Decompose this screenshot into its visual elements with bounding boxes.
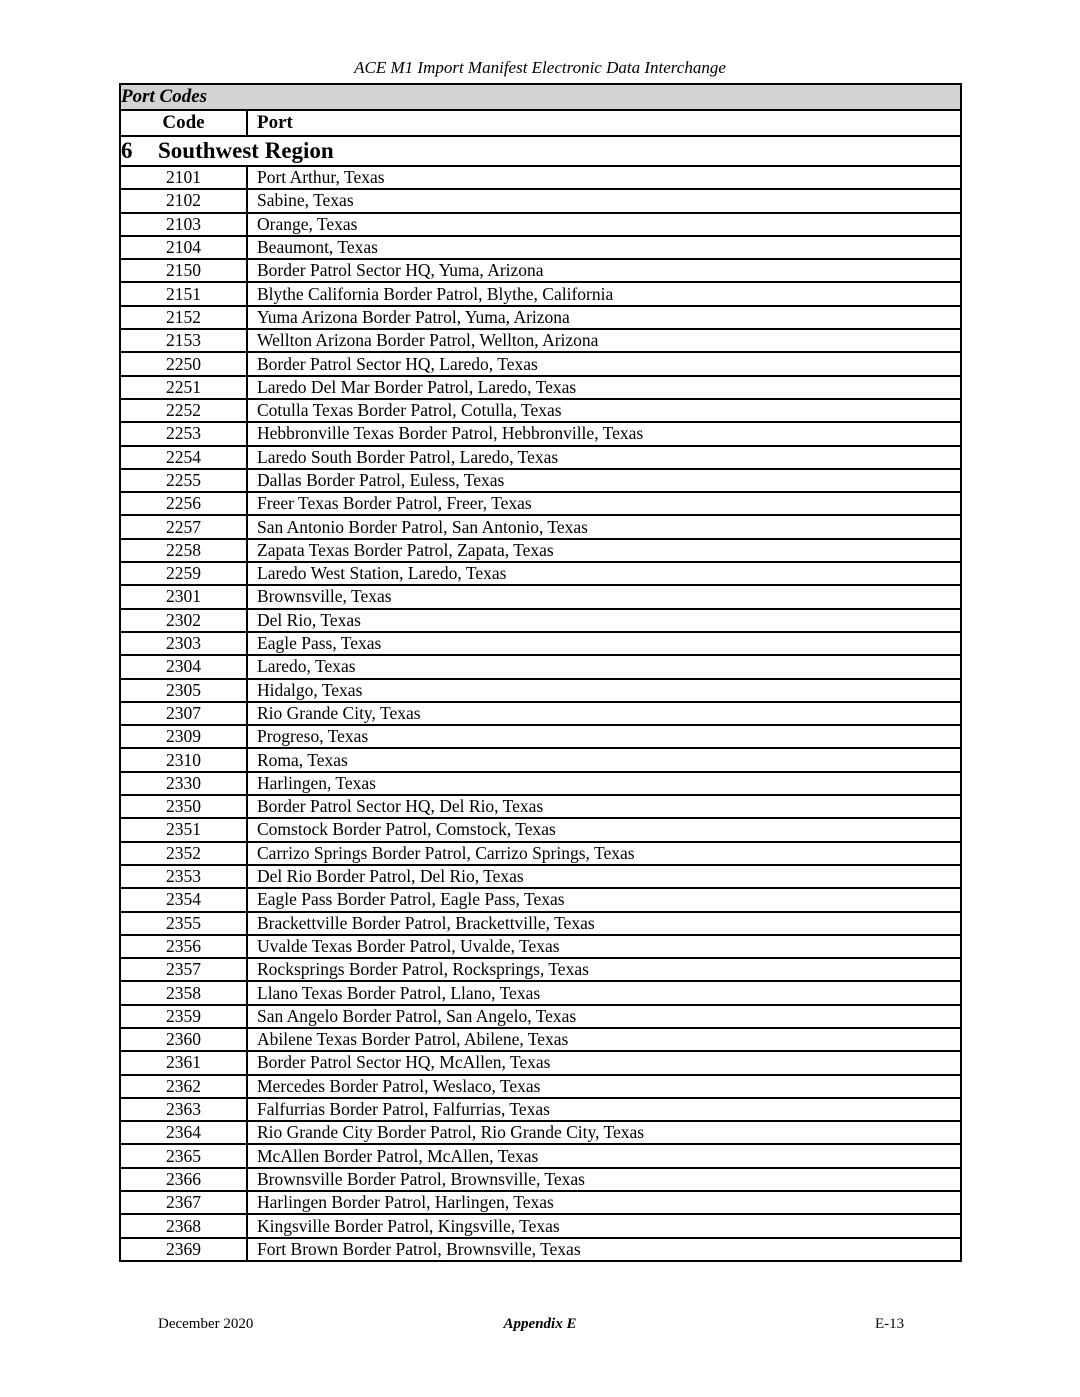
table-row [120,515,961,538]
port-code-cell: 2305 [120,679,247,702]
footer-appendix: Appendix E [503,1316,577,1332]
table-row [120,376,961,399]
port-code-cell: 2353 [120,865,247,888]
port-code-cell: 2153 [120,329,247,352]
table-row [120,1168,961,1191]
region-heading [120,136,961,166]
table-row [120,306,961,329]
port-name-cell: Abilene Texas Border Patrol, Abilene, Texas [247,1028,961,1051]
region-row [120,136,961,166]
port-code-cell: 2301 [120,585,247,608]
port-name-cell: Fort Brown Border Patrol, Brownsville, Texas [247,1238,961,1261]
port-name-cell: Rocksprings Border Patrol, Rocksprings, Texas [247,958,961,981]
port-name-cell: Hebbronville Texas Border Patrol, Hebbronville, Texas [247,422,961,445]
port-name-cell: Laredo, Texas [247,655,961,678]
port-code-cell: 2309 [120,725,247,748]
table-row [120,492,961,515]
port-code-cell: 2253 [120,422,247,445]
port-name-cell: Yuma Arizona Border Patrol, Yuma, Arizona [247,306,961,329]
document-title: ACE M1 Import Manifest Electronic Data Interchange [354,58,726,77]
port-name-cell: Mercedes Border Patrol, Weslaco, Texas [247,1075,961,1098]
table-row [120,539,961,562]
table-row [120,865,961,888]
port-name-cell: Dallas Border Patrol, Euless, Texas [247,469,961,492]
port-codes-table-body [120,84,961,1261]
port-code-cell: 2358 [120,981,247,1004]
table-row [120,679,961,702]
port-code-cell: 2255 [120,469,247,492]
port-code-cell: 2361 [120,1051,247,1074]
port-code-cell: 2356 [120,935,247,958]
port-code-cell: 2352 [120,842,247,865]
port-code-cell: 2252 [120,399,247,422]
port-name-cell: Falfurrias Border Patrol, Falfurrias, Texas [247,1098,961,1121]
table-row [120,725,961,748]
table-caption-row [120,84,961,110]
table-row [120,912,961,935]
port-name-cell: Freer Texas Border Patrol, Freer, Texas [247,492,961,515]
table-row [120,1214,961,1237]
port-code-cell: 2302 [120,609,247,632]
port-code-cell: 2254 [120,446,247,469]
table-row [120,1121,961,1144]
table-row [120,1005,961,1028]
port-code-cell: 2304 [120,655,247,678]
port-name-cell: Brackettville Border Patrol, Brackettville, Texas [247,912,961,935]
table-row [120,632,961,655]
port-code-cell: 2101 [120,166,247,189]
table-row [120,282,961,305]
table-row [120,469,961,492]
table-row [120,213,961,236]
port-code-cell: 2151 [120,282,247,305]
table-row [120,352,961,375]
footer-page-number: E-13 [875,1316,905,1332]
port-code-cell: 2303 [120,632,247,655]
table-row [120,399,961,422]
port-name-cell: Sabine, Texas [247,189,961,212]
port-name-cell: Brownsville Border Patrol, Brownsville, Texas [247,1168,961,1191]
port-code-cell: 2307 [120,702,247,725]
port-name-cell: Zapata Texas Border Patrol, Zapata, Texas [247,539,961,562]
port-code-cell: 2368 [120,1214,247,1237]
region-name: Southwest Region [158,138,334,163]
port-name-cell: Cotulla Texas Border Patrol, Cotulla, Texas [247,399,961,422]
code-column-header: Code [120,110,247,136]
port-name-cell: Wellton Arizona Border Patrol, Wellton, Arizona [247,329,961,352]
port-code-cell: 2367 [120,1191,247,1214]
table-row [120,189,961,212]
port-name-cell: Border Patrol Sector HQ, McAllen, Texas [247,1051,961,1074]
port-code-cell: 2103 [120,213,247,236]
table-header-row [120,110,961,136]
port-name-cell: Border Patrol Sector HQ, Laredo, Texas [247,352,961,375]
table-row [120,1028,961,1051]
port-code-cell: 2363 [120,1098,247,1121]
port-name-cell: Del Rio, Texas [247,609,961,632]
port-code-cell: 2251 [120,376,247,399]
port-codes-table [119,83,962,1262]
port-code-cell: 2366 [120,1168,247,1191]
port-name-cell: Kingsville Border Patrol, Kingsville, Texas [247,1214,961,1237]
port-name-cell: Port Arthur, Texas [247,166,961,189]
table-row [120,562,961,585]
table-row [120,795,961,818]
port-name-cell: Llano Texas Border Patrol, Llano, Texas [247,981,961,1004]
port-name-cell: Carrizo Springs Border Patrol, Carrizo Springs, Texas [247,842,961,865]
port-code-cell: 2357 [120,958,247,981]
table-row [120,655,961,678]
table-row [120,1191,961,1214]
port-code-cell: 2250 [120,352,247,375]
footer-date: December 2020 [158,1316,254,1332]
port-name-cell: Border Patrol Sector HQ, Yuma, Arizona [247,259,961,282]
table-row [120,329,961,352]
port-name-cell: San Angelo Border Patrol, San Angelo, Texas [247,1005,961,1028]
table-row [120,1051,961,1074]
table-row [120,1238,961,1261]
table-row [120,748,961,771]
port-code-cell: 2351 [120,818,247,841]
port-code-cell: 2360 [120,1028,247,1051]
table-row [120,818,961,841]
table-row [120,609,961,632]
table-row [120,1098,961,1121]
table-row [120,702,961,725]
port-code-cell: 2365 [120,1144,247,1167]
port-name-cell: Eagle Pass Border Patrol, Eagle Pass, Texas [247,888,961,911]
port-name-cell: Harlingen Border Patrol, Harlingen, Texas [247,1191,961,1214]
port-name-cell: Laredo South Border Patrol, Laredo, Texas [247,446,961,469]
port-code-cell: 2152 [120,306,247,329]
port-code-cell: 2330 [120,772,247,795]
port-name-cell: Comstock Border Patrol, Comstock, Texas [247,818,961,841]
table-row [120,935,961,958]
port-name-cell: Rio Grande City Border Patrol, Rio Grande City, Texas [247,1121,961,1144]
port-name-cell: Uvalde Texas Border Patrol, Uvalde, Texas [247,935,961,958]
port-code-cell: 2104 [120,236,247,259]
port-code-cell: 2350 [120,795,247,818]
port-name-cell: Border Patrol Sector HQ, Del Rio, Texas [247,795,961,818]
table-row [120,236,961,259]
table-row [120,842,961,865]
port-name-cell: Orange, Texas [247,213,961,236]
table-row [120,1075,961,1098]
port-code-cell: 2364 [120,1121,247,1144]
port-column-header: Port [247,110,961,136]
port-code-cell: 2355 [120,912,247,935]
table-row [120,585,961,608]
port-code-cell: 2102 [120,189,247,212]
table-row [120,446,961,469]
region-number: 6 [121,138,133,163]
table-row [120,772,961,795]
port-code-cell: 2310 [120,748,247,771]
port-name-cell: Progreso, Texas [247,725,961,748]
table-row [120,166,961,189]
port-code-cell: 2150 [120,259,247,282]
port-code-cell: 2259 [120,562,247,585]
port-name-cell: Roma, Texas [247,748,961,771]
port-code-cell: 2258 [120,539,247,562]
table-row [120,1144,961,1167]
port-name-cell: Beaumont, Texas [247,236,961,259]
port-code-cell: 2369 [120,1238,247,1261]
port-name-cell: Rio Grande City, Texas [247,702,961,725]
port-name-cell: Del Rio Border Patrol, Del Rio, Texas [247,865,961,888]
port-name-cell: Eagle Pass, Texas [247,632,961,655]
port-name-cell: Brownsville, Texas [247,585,961,608]
port-code-cell: 2354 [120,888,247,911]
table-row [120,981,961,1004]
table-row [120,422,961,445]
port-name-cell: Laredo West Station, Laredo, Texas [247,562,961,585]
port-name-cell: Harlingen, Texas [247,772,961,795]
port-code-cell: 2362 [120,1075,247,1098]
port-name-cell: San Antonio Border Patrol, San Antonio, Texas [247,515,961,538]
port-name-cell: McAllen Border Patrol, McAllen, Texas [247,1144,961,1167]
table-caption: Port Codes [120,84,961,110]
port-code-cell: 2359 [120,1005,247,1028]
table-row [120,958,961,981]
port-code-cell: 2257 [120,515,247,538]
port-name-cell: Hidalgo, Texas [247,679,961,702]
table-row [120,259,961,282]
port-name-cell: Laredo Del Mar Border Patrol, Laredo, Texas [247,376,961,399]
port-code-cell: 2256 [120,492,247,515]
port-name-cell: Blythe California Border Patrol, Blythe, California [247,282,961,305]
table-row [120,888,961,911]
